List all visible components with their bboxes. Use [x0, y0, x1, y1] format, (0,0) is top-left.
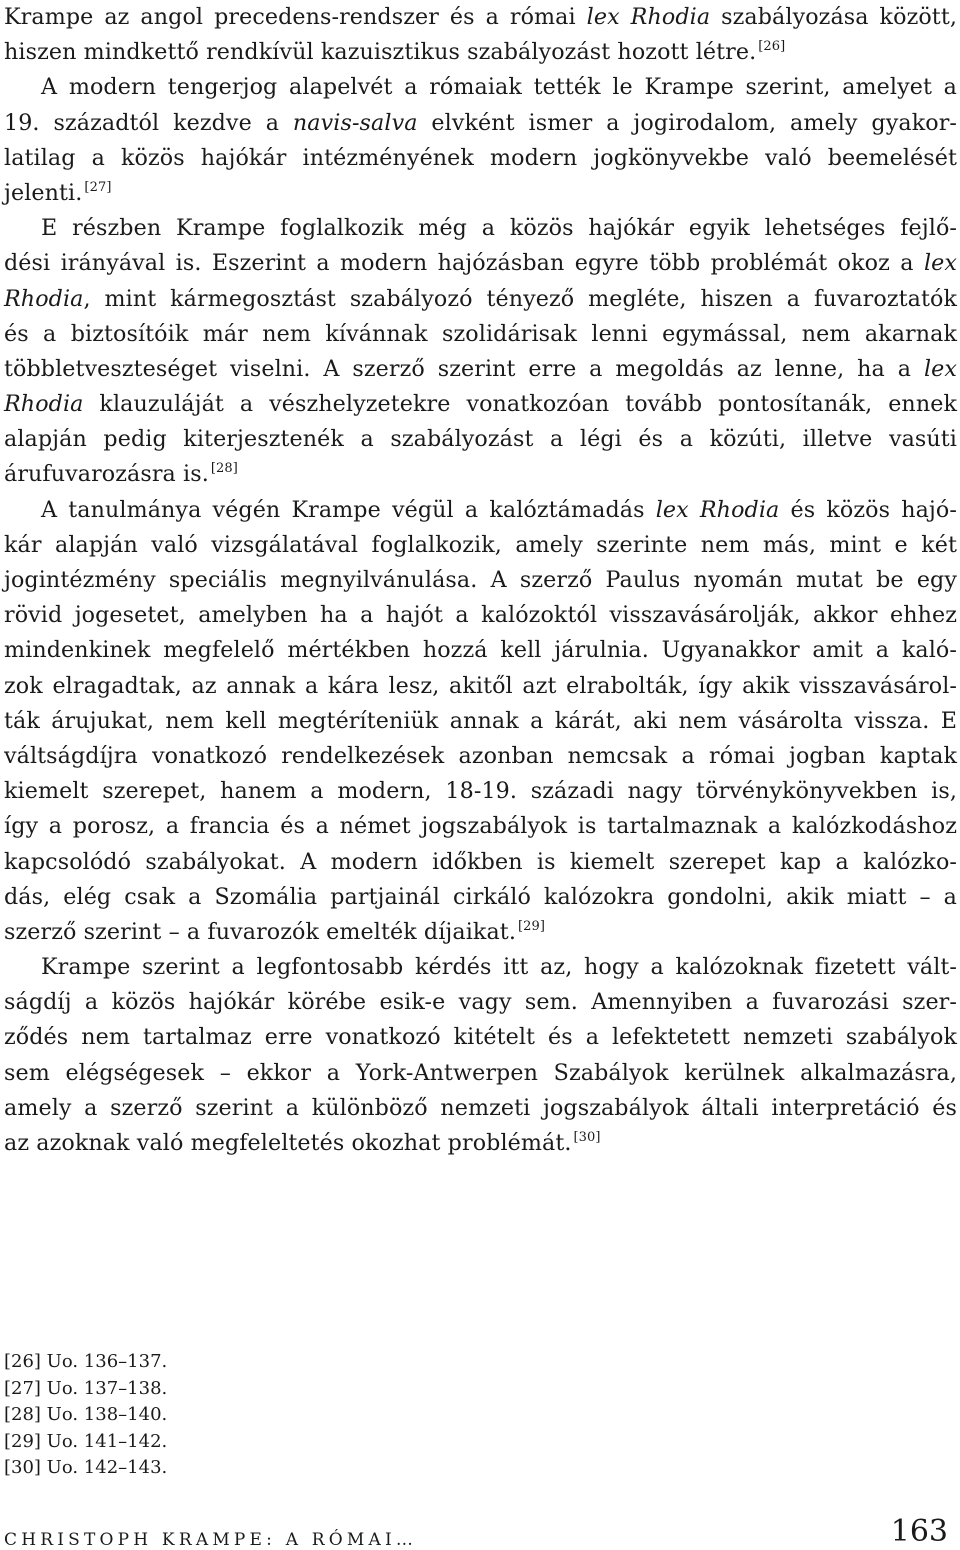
text-line: dési irányával is. Eszerint a modern hajózásban egyre több problémát okoz a lex — [4, 250, 957, 277]
text-line: ták árujukat, nem kell megtéríteniük annak a kárát, aki nem vásárolta vissza. E — [4, 707, 957, 734]
text-line: rövid jogesetet, amelyben ha a hajót a kalózoktól visszavásárolják, akkor ehhez — [4, 602, 957, 629]
body-text — [4, 0, 957, 1161]
text-line: Rhodia, mint kármegosztást szabályozó tényező megléte, hiszen a fuvaroztatók — [4, 285, 957, 312]
text-line: ságdíj a közös hajókár körébe esik-e vagy sem. Amennyiben a fuvarozási szer- — [4, 989, 957, 1016]
text-line: A modern tengerjog alapelvét a rómaiak tették le Krampe szerint, amelyet a — [41, 74, 957, 101]
footnote: [26] Uo. 136–137. — [4, 1351, 168, 1372]
text-line: többletveszteséget viselni. A szerző szerint erre a megoldás az lenne, ha a lex — [4, 355, 957, 382]
footnote: [28] Uo. 138–140. — [4, 1404, 168, 1425]
text-line: szerző szerint – a fuvarozók emelték díjaikat. [29] — [4, 918, 546, 945]
text-line: 19. századtól kezdve a navis-salva elvként ismer a jogirodalom, amely gyakor- — [4, 109, 957, 136]
text-line: árufuvarozásra is. [28] — [4, 461, 238, 488]
text-line: A tanulmánya végén Krampe végül a kalóztámadás lex Rhodia és közös hajó- — [41, 496, 957, 523]
text-line: kapcsolódó szabályokat. A modern időkben is kiemelt szerepet kap a kalózko- — [4, 848, 957, 875]
text-line: az azoknak való megfeleltetés okozhat problémát. [30] — [4, 1130, 601, 1156]
text-line: alapján pedig kiterjesztenék a szabályozást a légi és a közúti, illetve vasúti — [4, 426, 957, 453]
text-line: kiemelt szerepet, hanem a modern, 18-19. századi nagy törvénykönyvekben is, — [4, 778, 957, 805]
footnote: [29] Uo. 141–142. — [4, 1430, 168, 1452]
text-line: mindenkinek megfelelő mértékben hozzá kell járulnia. Ugyanakkor amit a kaló- — [4, 637, 957, 664]
running-head: CHRISTOPH KRAMPE: A RÓMAI… — [4, 1530, 418, 1550]
text-line: zok elragadtak, az annak a kára lesz, akitől azt elrabolták, így akik visszavásárol- — [4, 672, 957, 699]
text-line: kár alapján való vizsgálatával foglalkozik, amely szerinte nem más, mint e két — [4, 531, 957, 558]
footnote: [27] Uo. 137–138. — [4, 1377, 168, 1399]
text-line: hiszen mindkettő rendkívül kazuisztikus szabályozást hozott létre. [26] — [4, 39, 786, 66]
text-line: ződés nem tartalmaz erre vonatkozó kitételt és a lefektetett nemzeti szabályok — [4, 1024, 957, 1051]
text-line: latilag a közös hajókár intézményének modern jogkönyvekbe való beemelését — [4, 144, 957, 171]
text-line: váltságdíjra vonatkozó rendelkezések azonban nemcsak a római jogban kaptak — [4, 742, 957, 769]
text-line: jelenti. [27] — [4, 179, 112, 206]
text-line: dás, elég csak a Szomália partjainál cirkáló kalózokra gondolni, akik miatt – a — [4, 883, 957, 910]
text-line: Krampe szerint a legfontosabb kérdés itt az, hogy a kalózoknak fizetett vált- — [41, 954, 957, 981]
text-line: amely a szerző szerint a különböző nemzeti jogszabályok általi interpretáció és — [4, 1094, 957, 1121]
text-line: sem elégségesek – ekkor a York-Antwerpen Szabályok kerülnek alkalmazásra, — [4, 1059, 957, 1086]
text-line: E részben Krampe foglalkozik még a közös hajókár egyik lehetséges fejlő- — [41, 215, 957, 242]
footnotes — [4, 1349, 404, 1482]
text-line: Krampe az angol precedens-rendszer és a római lex Rhodia szabályozása között, — [4, 4, 957, 30]
text-line: és a biztosítóik már nem kívánnak szolidárisak lenni egymással, nem akarnak — [4, 320, 957, 347]
text-line: Rhodia klauzuláját a vészhelyzetekre vonatkozóan tovább pontosítanák, ennek — [4, 391, 957, 418]
page-number: 163 — [890, 1514, 948, 1549]
text-line: így a porosz, a francia és a német jogszabályok is tartalmaznak a kalózkodáshoz — [4, 813, 957, 840]
text-line: jogintézmény speciális megnyilvánulása. A szerző Paulus nyomán mutat be egy — [4, 567, 957, 593]
footnote: [30] Uo. 142–143. — [4, 1457, 168, 1478]
